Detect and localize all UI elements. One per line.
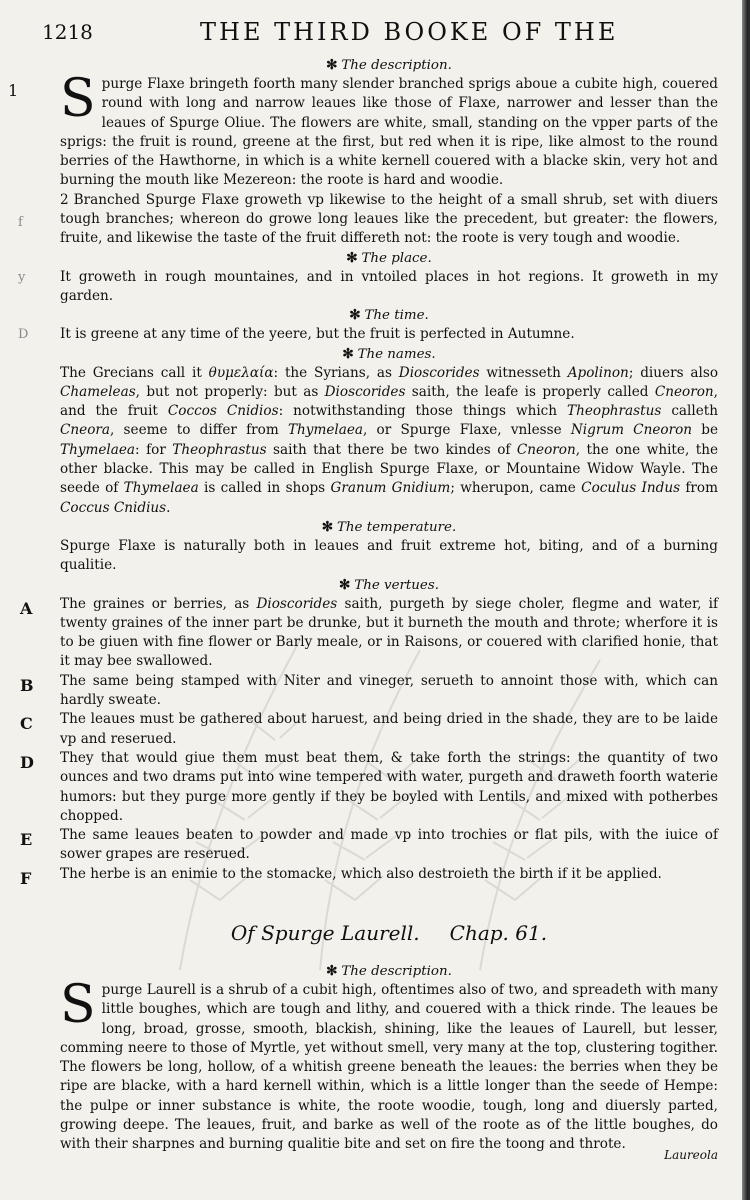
paragraph-number: 1 bbox=[8, 81, 19, 100]
description-heading: ✻ The description. bbox=[326, 57, 452, 73]
running-title: THE THIRD BOOKE OF THE bbox=[200, 18, 619, 46]
margin-mark: D bbox=[18, 327, 29, 343]
margin-letter-e: E bbox=[20, 830, 33, 850]
time-heading: ✻ The time. bbox=[349, 307, 429, 324]
page-header bbox=[10, 14, 650, 50]
margin-letter-b: B bbox=[20, 675, 34, 695]
description-heading-2: ✻ The description. bbox=[326, 962, 452, 979]
time-paragraph: D It is greene at any time of the yeere, but the fruit is perfected in Autumne. bbox=[60, 325, 718, 344]
names-paragraph: The Grecians call it θυμελαία: the Syrians, as Dioscorides witnesseth Apolinon; diuers also Chameleas, but not properly: but as Dioscorides saith, the leafe is properly called Cneoron, and the fruit Coccos Cnidios: notwithstanding those things which Theophrastus calleth Cneora, seeme to differ from Thymelaea, or Spurge Flaxe, vnlesse Nigrum Cneoron be Thymelaea: for Theophrastus saith that there be two kindes of Cneoron, the one white, the other blacke. This may be called in English Spurge Flaxe, or Mountaine Widow Wayle. The seede of Thymelaea is called in shops Granum Gnidium; wherupon, came Coculus Indus from Coccus Cnidius. bbox=[60, 364, 718, 516]
vertue-a: A The graines or berries, as Dioscorides saith, purgeth by siege choler, flegme and water, if twenty graines of the inner part be drunke, but it burneth the mouth and throte; wherfore it is to be giuen with fine flower or Barly meale, or in Raisons, or couered with clarified honie, that it may bee swallowed. bbox=[20, 595, 718, 670]
flower-ornament-icon: ✻ bbox=[321, 518, 333, 535]
drop-cap: S bbox=[60, 69, 96, 129]
catchword: Laureola bbox=[664, 1148, 718, 1162]
vertue-b: B The same being stamped with Niter and vineger, serueth to annoint those with, which can hardly sweate. bbox=[20, 672, 718, 709]
margin-letter-f: F bbox=[20, 868, 32, 888]
chapter-heading bbox=[60, 920, 718, 946]
vertue-e: E The same leaues beaten to powder and made vp into trochies or flat pils, with the iuice of sower grapes are reserued. bbox=[20, 827, 718, 863]
vertue-d: D They that would giue them must beat them, & take forth the strings: the quantity of two ounces and two drams put into wine tempered with water, purgeth and draweth foorth waterie humors: but they purge more gently if they be boyled with Lentils, and mixed with potherbes chopped. bbox=[20, 749, 718, 824]
vertue-c: C The leaues must be gathered about haruest, and being dried in the shade, they are to be laide vp and reserued. bbox=[20, 711, 718, 747]
margin-letter-d: D bbox=[20, 752, 34, 772]
chapter-number: Chap. 61. bbox=[449, 920, 548, 945]
flower-ornament-icon: ✻ bbox=[339, 576, 351, 593]
page-number: 1218 bbox=[42, 20, 93, 44]
flower-ornament-icon: ✻ bbox=[342, 345, 354, 362]
flower-ornament-icon: ✻ bbox=[326, 57, 338, 73]
drop-cap: S bbox=[60, 974, 96, 1035]
place-paragraph: y It groweth in rough mountaines, and in vntoiled places in hot regions. It groweth in my garden. bbox=[18, 268, 718, 304]
flower-ornament-icon: ✻ bbox=[326, 962, 338, 979]
page-gutter-shadow bbox=[742, 0, 748, 1200]
names-heading: ✻ The names. bbox=[342, 345, 436, 362]
laurell-description: S purge Laurell is a shrub of a cubit high, oftentimes also of two, and spreadeth with many little boughes, which are tough and lithy, and couered with a thick rinde. The leaues be long, broad, grosse, smooth, blackish, shining, like the leaues of Laurell, but lesser, comming neere to those of Myrtle, yet without smell, very many at the top, clustering togither. The flowers be long, hollow, of a whitish greene beneath the leaues: the berries when they be ripe are blacke, with a hard kernell within, which is a little longer than the seede of Hempe: the pulpe or inner substance is white, the roote woodie, tough, long and diuersly parted, growing deepe. The leaues, fruit, and barke as well of the roote as of the little boughes, do with their sharpnes and burning qualitie bite and set on fire the toong and throte. bbox=[60, 974, 718, 1153]
temperature-paragraph: Spurge Flaxe is naturally both in leaues and fruit extreme hot, biting, and of a burning qualitie. bbox=[60, 537, 718, 574]
temperature-heading: ✻ The temperature. bbox=[321, 518, 457, 535]
flower-ornament-icon: ✻ bbox=[346, 249, 358, 266]
description-paragraph-1: 1 S purge Flaxe bringeth foorth many slender branched sprigs aboue a cubite high, couered round with long and narrow leaues like those of Flaxe, narrower and lesser than the leaues of Spurge Oliue. The flowers are white, small, standing on the vpper parts of the sprigs: the fruit is round, greene at the first, but red when it is ripe, like almost to the round berries of the Hawthorne, in which is a white kernell couered with a blacke skin, very hot and burning the mouth like Mezereon: the roote is hard and woodie. bbox=[8, 69, 718, 189]
margin-letter-c: C bbox=[20, 714, 33, 734]
margin-mark: y bbox=[18, 269, 26, 285]
vertues-heading: ✻ The vertues. bbox=[339, 576, 439, 593]
margin-mark: f bbox=[18, 214, 23, 230]
flower-ornament-icon: ✻ bbox=[349, 307, 361, 324]
margin-letter-a: A bbox=[20, 598, 33, 618]
place-heading: ✻ The place. bbox=[346, 249, 432, 266]
chapter-title: Of Spurge Laurell. bbox=[230, 920, 420, 945]
paragraph-number: 2 bbox=[60, 191, 69, 208]
vertue-f: F The herbe is an enimie to the stomacke, which also destroieth the birth if it be applied. bbox=[20, 865, 662, 888]
description-paragraph-2: f 2 Branched Spurge Flaxe groweth vp likewise to the height of a small shrub, set with diuers tough branches; whereon do growe long leaues like the precedent, but greater: the flowers, fruite, and likewise the taste of the fruit differeth not: the roote is very tough and woodie. bbox=[18, 191, 718, 247]
page-body bbox=[8, 56, 718, 1155]
